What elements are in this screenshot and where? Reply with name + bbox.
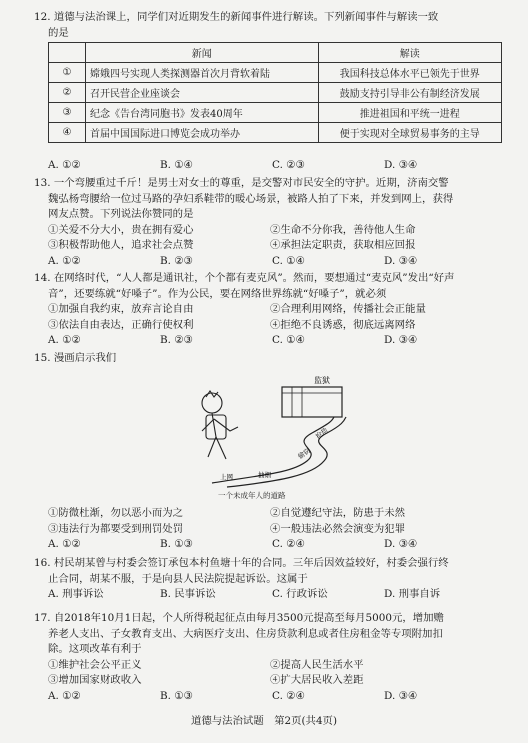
option-d: D. ③④ bbox=[384, 689, 418, 702]
q12-stem-line1: 12. 道德与法治课上，同学们对近期发生的新闻事件进行解读。下列新闻事件与解读一致 bbox=[34, 11, 439, 23]
option-d: D. ③④ bbox=[384, 538, 418, 550]
q12-stem-line2: 的是 bbox=[48, 26, 69, 39]
q14-statements-1: ①加强自我约束，放弃言论自由 ②合理利用网络，传播社会正能量 bbox=[48, 303, 426, 315]
option-c: C. ②③ bbox=[272, 159, 305, 171]
q16-options bbox=[34, 587, 504, 603]
q17-line2: 养老人支出、子女教育支出、大病医疗支出、住房贷款利息或者住房租金等专项附加扣 bbox=[48, 627, 443, 640]
table-row: ② 召开民营企业座谈会 鼓励支持引导非公有制经济发展 bbox=[49, 83, 502, 103]
question-13 bbox=[34, 176, 504, 269]
q15-options bbox=[34, 537, 504, 553]
q17-statements-2: ③增加国家财政收入 ④扩大居民收入差距 bbox=[48, 674, 364, 686]
news-table-header bbox=[49, 43, 502, 63]
header-interp: 解读 bbox=[318, 43, 501, 63]
q14-line1: 14. 在网络时代，“人人都是通讯社，个个都有麦克风”。然而，要想通过“麦克风”发出“好声 bbox=[34, 272, 455, 284]
q17-line1: 17. 自2018年10月1日起，个人所得税起征点由每月3500元提高至每月5000元，增加赡 bbox=[34, 612, 444, 624]
q13-statements-2: ③积极帮助他人，追求社会点赞 ④承担法定职责，获取相应回报 bbox=[48, 239, 416, 251]
option-d: D. 刑事自诉 bbox=[384, 588, 441, 600]
q12-options bbox=[48, 158, 518, 174]
option-c: C. ②④ bbox=[272, 689, 305, 702]
news-table bbox=[48, 42, 502, 143]
option-a: A. ①② bbox=[48, 254, 81, 267]
question-12 bbox=[34, 10, 504, 41]
comic-label-rob: 抢劫 bbox=[314, 426, 330, 441]
option-b: B. ①④ bbox=[160, 159, 193, 171]
q14-statements-2: ③依法自由表达，正确行使权利 ④拒绝不良诱惑，彻底远离网络 bbox=[48, 318, 416, 331]
option-b: B. ②③ bbox=[160, 334, 193, 346]
question-15-options bbox=[34, 506, 504, 553]
comic-illustration bbox=[172, 375, 392, 490]
option-b: B. 民事诉讼 bbox=[160, 588, 216, 600]
option-c: C. 行政诉讼 bbox=[272, 588, 328, 600]
option-c: C. ①④ bbox=[272, 334, 305, 346]
q17-statements-1: ①维护社会公平正义 ②提高人民生活水平 bbox=[48, 658, 364, 671]
option-d: D. ③④ bbox=[384, 334, 418, 346]
question-16 bbox=[34, 556, 504, 603]
option-b: B. ①③ bbox=[160, 538, 193, 550]
option-b: B. ①③ bbox=[160, 689, 193, 702]
comic-label-steal: 偷窃 bbox=[297, 447, 312, 461]
q16-line1: 16. 村民胡某曾与村委会签订承包本村鱼塘十年的合同。三年后因效益较好，村委会强行终 bbox=[34, 557, 449, 569]
q15-statements-1: ①防微杜渐，勿以恶小而为之 ②自觉遵纪守法，防患于未然 bbox=[48, 507, 406, 519]
q16-line2: 止合同，胡某不服，于是向县人民法院提起诉讼。这属于 bbox=[48, 572, 308, 585]
prison-building-icon bbox=[282, 387, 342, 417]
option-c: C. ①④ bbox=[272, 254, 305, 267]
table-row: ① 嫦娥四号实现人类探测器首次月背软着陆 我国科技总体水平已领先于世界 bbox=[49, 63, 502, 83]
q15-line1: 15. 漫画启示我们 bbox=[34, 352, 117, 364]
q17-options bbox=[34, 689, 504, 705]
comic-label-prison: 监狱 bbox=[314, 376, 330, 385]
option-a: A. ①② bbox=[48, 689, 81, 702]
table-row: ④ 首届中国国际进口博览会成功举办 便于实现对全球贸易事务的主导 bbox=[49, 123, 502, 143]
q15-statements-2: ③违法行为都要受到刑罚处罚 ④一般违法必然会演变为犯罪 bbox=[48, 522, 406, 535]
option-d: D. ③④ bbox=[384, 159, 418, 171]
q14-options bbox=[34, 333, 504, 349]
header-news: 新闻 bbox=[86, 43, 319, 63]
q13-line1: 13. 一个弯腰重过千斤！是男士对女士的尊重，是交警对市民安全的守护。近期，济南交警 bbox=[34, 177, 449, 189]
q13-statements-1: ①关爱不分大小，贵在拥有爱心 ②生命不分你我，善待他人生命 bbox=[48, 223, 416, 236]
option-c: C. ②④ bbox=[272, 538, 305, 550]
question-17 bbox=[34, 611, 504, 704]
q13-line3: 网友点赞。下列说法你赞同的是 bbox=[48, 208, 194, 220]
option-a: A. 刑事诉讼 bbox=[48, 588, 104, 600]
table-row: ③ 纪念《告台湾同胞书》发表40周年 推进祖国和平统一进程 bbox=[49, 103, 502, 123]
option-a: A. ①② bbox=[48, 159, 81, 171]
boy-figure-icon bbox=[202, 391, 238, 459]
comic-label-smoke: 抽烟 bbox=[258, 472, 271, 479]
comic-label-net: 上网 bbox=[220, 474, 233, 481]
q17-line3: 除。这项改革有利于 bbox=[48, 643, 142, 655]
road-inner-line bbox=[227, 417, 346, 487]
comic-caption: 一个未成年人的道路 bbox=[218, 491, 286, 500]
option-d: D. ③④ bbox=[384, 254, 418, 267]
q13-options bbox=[34, 254, 504, 270]
option-b: B. ②③ bbox=[160, 254, 193, 267]
option-a: A. ①② bbox=[48, 334, 81, 346]
question-14 bbox=[34, 271, 504, 349]
q14-line2: 音”，还要练就“好嗓子”。作为公民，要在网络世界练就“好嗓子”，就必须 bbox=[48, 287, 387, 300]
option-a: A. ①② bbox=[48, 538, 81, 550]
q13-line2: 魏弘杨弯腰给一位过马路的孕妇系鞋带的暖心场景，被路人拍了下来，并发到网上，获得 bbox=[48, 192, 454, 205]
question-15 bbox=[34, 351, 504, 367]
page-footer: 道德与法治试题 第2页(共4页) bbox=[190, 715, 337, 727]
